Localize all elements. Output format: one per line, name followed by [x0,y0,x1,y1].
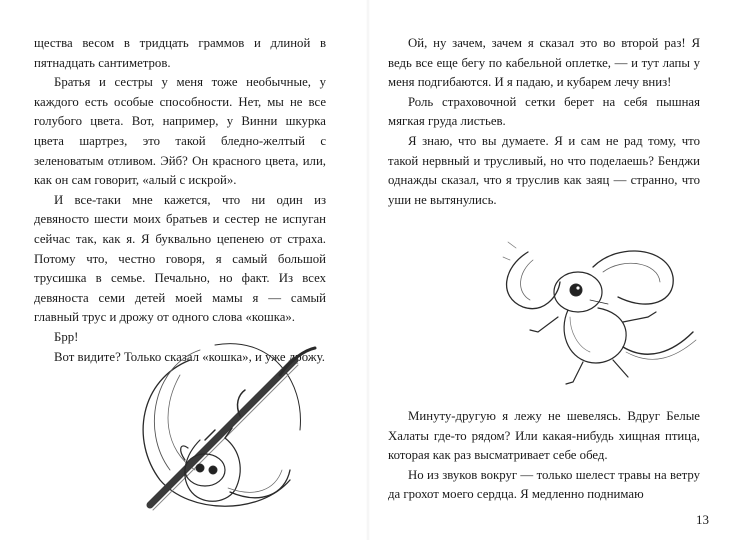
paragraph: Я знаю, что вы думаете. Я и сам не рад тому, что такой нервный и трусливый, но что поделаешь? Бенджи однажды сказал, что я труслив как заяц — странно, что уши не вытянулись. [388,133,700,207]
paragraph: Минуту-другую я лежу не шевелясь. Вдруг Белые Халаты где-то рядом? Или какая-нибудь хищная птица, которая как раз высматривает себе обед. [388,409,700,463]
page-number: 13 [696,512,709,527]
sugar-glider-falling-illustration [498,222,708,392]
right-page-text-top [388,34,700,210]
paragraph: Брр! [54,329,79,344]
left-page-text [34,34,326,367]
right-page [368,0,737,540]
paragraph: И все-таки мне кажется, что ни один из девяносто шести моих братьев и сестер не испуган сейчас так, как я. Я буквально цепенею от страха. Потому что, честно говоря, я самый большой трусишка в семье. Печально, но факт. Из всех девяноста семи детей моей мамы я — самый главный трус и дрожу от одного слова «кошка». [34,192,326,325]
paragraph: Роль страховочной сетки берет на себя пышная мягкая груда листьев. [388,94,700,129]
paragraph: Вот видите? Только сказал «кошка», и уже дрожу. [54,349,325,364]
left-page [0,0,368,540]
sugar-glider-hanging-illustration [120,320,320,520]
paragraph: Но из звуков вокруг — только шелест травы на ветру да грохот моего сердца. Я медленно поднимаю [388,467,700,502]
paragraph: щества весом в тридцать граммов и длиной в пятнадцать сантиметров. [34,36,326,70]
paragraph: Ой, ну зачем, зачем я сказал это во второй раз! Я ведь все еще бегу по кабельной оплетке, — и тут лапы у меня подгибаются. И я падаю, и кубарем лечу вниз! [388,36,700,90]
paragraph: Братья и сестры у меня тоже необычные, у каждого есть особые способности. Нет, мы не все голубого цвета. Вот, например, у Винни шкурка цвета шартрез, это такой бледно-желтый с зеленоватым отливом. Эйб? Он красного цвета, или, как он сам говорит, «алый с искрой». [34,75,326,188]
right-page-text-bottom [388,407,700,505]
